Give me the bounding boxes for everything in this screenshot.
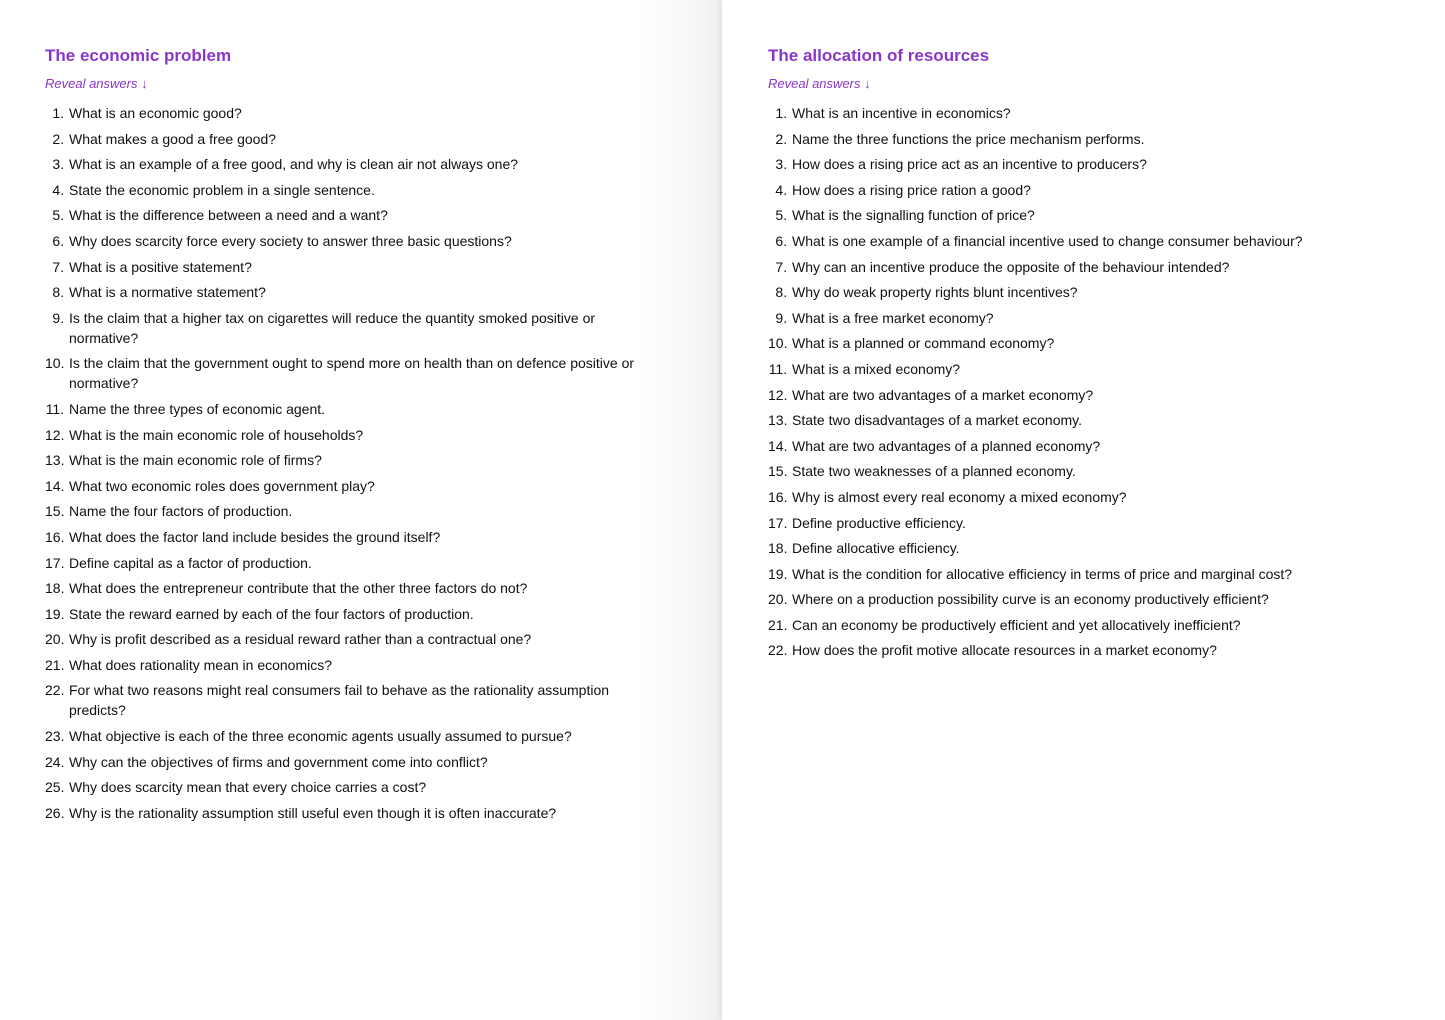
- question-text: Can an economy be productively efficient and yet allocatively inefficient?: [792, 616, 1241, 633]
- question-text: How does the profit motive allocate resources in a market economy?: [792, 642, 1217, 659]
- question-text: What is the condition for allocative efficiency in terms of price and marginal cost?: [792, 565, 1293, 582]
- question-text: Why does scarcity force every society to answer three basic questions?: [69, 232, 512, 249]
- question-item: [768, 359, 1388, 379]
- question-item: [768, 205, 1388, 225]
- question-text: Why do weak property rights blunt incentives?: [792, 284, 1078, 301]
- question-item: [768, 103, 1388, 123]
- question-text: Why is almost every real economy a mixed economy?: [792, 488, 1127, 505]
- question-item: [45, 154, 657, 174]
- question-item: [45, 282, 657, 302]
- question-text: What is an economic good?: [69, 105, 242, 121]
- question-item: [45, 476, 657, 496]
- question-number: 7.: [775, 258, 791, 275]
- question-item: [768, 308, 1388, 328]
- question-text: What is an incentive in economics?: [792, 105, 1011, 121]
- left-page: [0, 0, 722, 1020]
- question-item: [45, 103, 657, 123]
- question-number: 14.: [45, 477, 69, 494]
- question-text: What is a normative statement?: [69, 284, 266, 301]
- question-number: 5.: [775, 207, 791, 224]
- question-number: 23.: [45, 728, 69, 745]
- question-text: What does the entrepreneur contribute that the other three factors do not?: [69, 580, 528, 597]
- question-item: [768, 231, 1388, 251]
- question-number: 16.: [45, 528, 69, 545]
- question-item: [768, 333, 1388, 353]
- question-text: Define capital as a factor of production.: [69, 554, 312, 571]
- question-number: 2.: [775, 130, 791, 147]
- right-page: [722, 0, 1445, 1020]
- question-item: [768, 538, 1388, 558]
- question-item: [45, 578, 657, 598]
- question-text: What is a planned or command economy?: [792, 335, 1055, 352]
- question-number: 10.: [45, 355, 69, 372]
- question-text: Is the claim that a higher tax on cigarettes will reduce the quantity smoked positive or normative?: [69, 309, 596, 346]
- question-number: 19.: [768, 565, 792, 582]
- question-item: [768, 410, 1388, 430]
- question-number: 13.: [45, 452, 69, 469]
- question-item: [45, 680, 657, 720]
- question-number: 6.: [52, 232, 68, 249]
- question-number: 10.: [768, 335, 792, 352]
- question-text: What is the difference between a need and a want?: [69, 207, 388, 224]
- question-text: What does rationality mean in economics?: [69, 656, 333, 673]
- question-number: 21.: [768, 616, 792, 633]
- question-item: [45, 726, 657, 746]
- question-number: 5.: [52, 207, 68, 224]
- question-text: Name the four factors of production.: [69, 503, 293, 520]
- question-number: 2.: [52, 130, 68, 147]
- question-number: 17.: [45, 554, 69, 571]
- question-item: [45, 604, 657, 624]
- question-number: 12.: [768, 386, 792, 403]
- question-item: [45, 655, 657, 675]
- question-item: [768, 461, 1388, 481]
- question-text: What is an example of a free good, and why is clean air not always one?: [69, 156, 519, 173]
- question-number: 21.: [45, 656, 69, 673]
- question-number: 22.: [45, 682, 69, 699]
- question-number: 20.: [768, 591, 792, 608]
- question-number: 22.: [768, 642, 792, 659]
- question-text: What two economic roles does government play?: [69, 477, 375, 494]
- question-text: Why is profit described as a residual reward rather than a contractual one?: [69, 631, 532, 648]
- question-item: [45, 501, 657, 521]
- question-text: Define allocative efficiency.: [792, 540, 960, 557]
- question-number: 26.: [45, 804, 69, 821]
- question-number: 25.: [45, 779, 69, 796]
- question-text: What is the main economic role of firms?: [69, 452, 322, 469]
- question-item: [768, 615, 1388, 635]
- question-text: What makes a good a free good?: [69, 130, 277, 147]
- question-number: 15.: [768, 463, 792, 480]
- question-item: [768, 436, 1388, 456]
- question-item: [768, 589, 1388, 609]
- reveal-answers-link[interactable]: Reveal answers ↓: [45, 76, 148, 91]
- question-item: [45, 752, 657, 772]
- question-item: [45, 180, 657, 200]
- question-number: 11.: [768, 360, 791, 377]
- question-item: [45, 129, 657, 149]
- question-text: What objective is each of the three economic agents usually assumed to pursue?: [69, 728, 572, 745]
- question-item: [768, 282, 1388, 302]
- question-number: 18.: [45, 580, 69, 597]
- question-number: 8.: [52, 284, 68, 301]
- question-item: [45, 450, 657, 470]
- question-text: State the reward earned by each of the four factors of production.: [69, 605, 474, 622]
- question-text: Why is the rationality assumption still useful even though it is often inaccurate?: [69, 804, 557, 821]
- question-text: State the economic problem in a single sentence.: [69, 181, 375, 198]
- question-text: How does a rising price act as an incentive to producers?: [792, 156, 1147, 173]
- question-number: 15.: [45, 503, 69, 520]
- question-number: 1.: [775, 105, 791, 121]
- question-item: [45, 803, 657, 823]
- question-text: Why can the objectives of firms and government come into conflict?: [69, 753, 488, 770]
- question-number: 17.: [768, 514, 792, 531]
- question-item: [45, 553, 657, 573]
- question-item: [45, 353, 657, 393]
- question-number: 4.: [775, 181, 791, 198]
- question-number: 14.: [768, 437, 792, 454]
- question-item: [45, 257, 657, 277]
- question-text: For what two reasons might real consumers fail to behave as the rationality assumption predicts?: [69, 682, 610, 719]
- question-number: 9.: [775, 309, 791, 326]
- question-item: [768, 564, 1388, 584]
- question-number: 24.: [45, 753, 69, 770]
- question-number: 1.: [52, 105, 68, 121]
- question-item: [45, 205, 657, 225]
- question-text: Define productive efficiency.: [792, 514, 966, 531]
- question-text: How does a rising price ration a good?: [792, 181, 1031, 198]
- question-item: [768, 487, 1388, 507]
- question-item: [768, 129, 1388, 149]
- question-item: [45, 777, 657, 797]
- question-item: [768, 385, 1388, 405]
- question-text: Where on a production possibility curve is an economy productively efficient?: [792, 591, 1269, 608]
- question-item: [768, 180, 1388, 200]
- question-item: [768, 513, 1388, 533]
- question-text: Why does scarcity mean that every choice carries a cost?: [69, 779, 427, 796]
- question-text: What is the signalling function of price?: [792, 207, 1035, 224]
- question-text: Why can an incentive produce the opposite of the behaviour intended?: [792, 258, 1230, 275]
- question-number: 20.: [45, 631, 69, 648]
- question-text: What is a positive statement?: [69, 258, 252, 275]
- question-text: What are two advantages of a planned economy?: [792, 437, 1101, 454]
- question-number: 16.: [768, 488, 792, 505]
- question-text: What are two advantages of a market economy?: [792, 386, 1094, 403]
- question-item: [45, 425, 657, 445]
- question-item: [768, 154, 1388, 174]
- question-text: What is the main economic role of households?: [69, 426, 364, 443]
- question-item: [45, 231, 657, 251]
- question-number: 19.: [45, 605, 69, 622]
- question-text: What is a free market economy?: [792, 309, 994, 326]
- question-number: 18.: [768, 540, 792, 557]
- question-number: 3.: [52, 156, 68, 173]
- question-text: Name the three types of economic agent.: [69, 400, 326, 417]
- question-text: State two disadvantages of a market economy.: [792, 412, 1083, 429]
- question-list: [768, 103, 1388, 660]
- question-list: [45, 103, 657, 823]
- question-number: 4.: [52, 181, 68, 198]
- question-text: What does the factor land include besides the ground itself?: [69, 528, 441, 545]
- question-number: 6.: [775, 232, 791, 249]
- question-item: [45, 308, 657, 348]
- question-text: What is a mixed economy?: [792, 360, 961, 377]
- question-number: 7.: [52, 258, 68, 275]
- reveal-answers-link[interactable]: Reveal answers ↓: [768, 76, 871, 91]
- question-number: 13.: [768, 412, 792, 429]
- question-number: 11.: [45, 400, 68, 417]
- question-number: 12.: [45, 426, 69, 443]
- page-title: The economic problem: [45, 46, 232, 65]
- question-text: Name the three functions the price mechanism performs.: [792, 130, 1145, 147]
- question-text: State two weaknesses of a planned economy.: [792, 463, 1076, 480]
- question-item: [45, 399, 657, 419]
- question-number: 9.: [52, 309, 68, 326]
- question-item: [45, 629, 657, 649]
- question-number: 8.: [775, 284, 791, 301]
- question-text: What is one example of a financial incentive used to change consumer behaviour?: [792, 232, 1303, 249]
- question-item: [768, 257, 1388, 277]
- page-title: The allocation of resources: [768, 46, 990, 65]
- question-text: Is the claim that the government ought to spend more on health than on defence positive or normative?: [69, 355, 635, 392]
- question-item: [768, 640, 1388, 660]
- question-number: 3.: [775, 156, 791, 173]
- question-item: [45, 527, 657, 547]
